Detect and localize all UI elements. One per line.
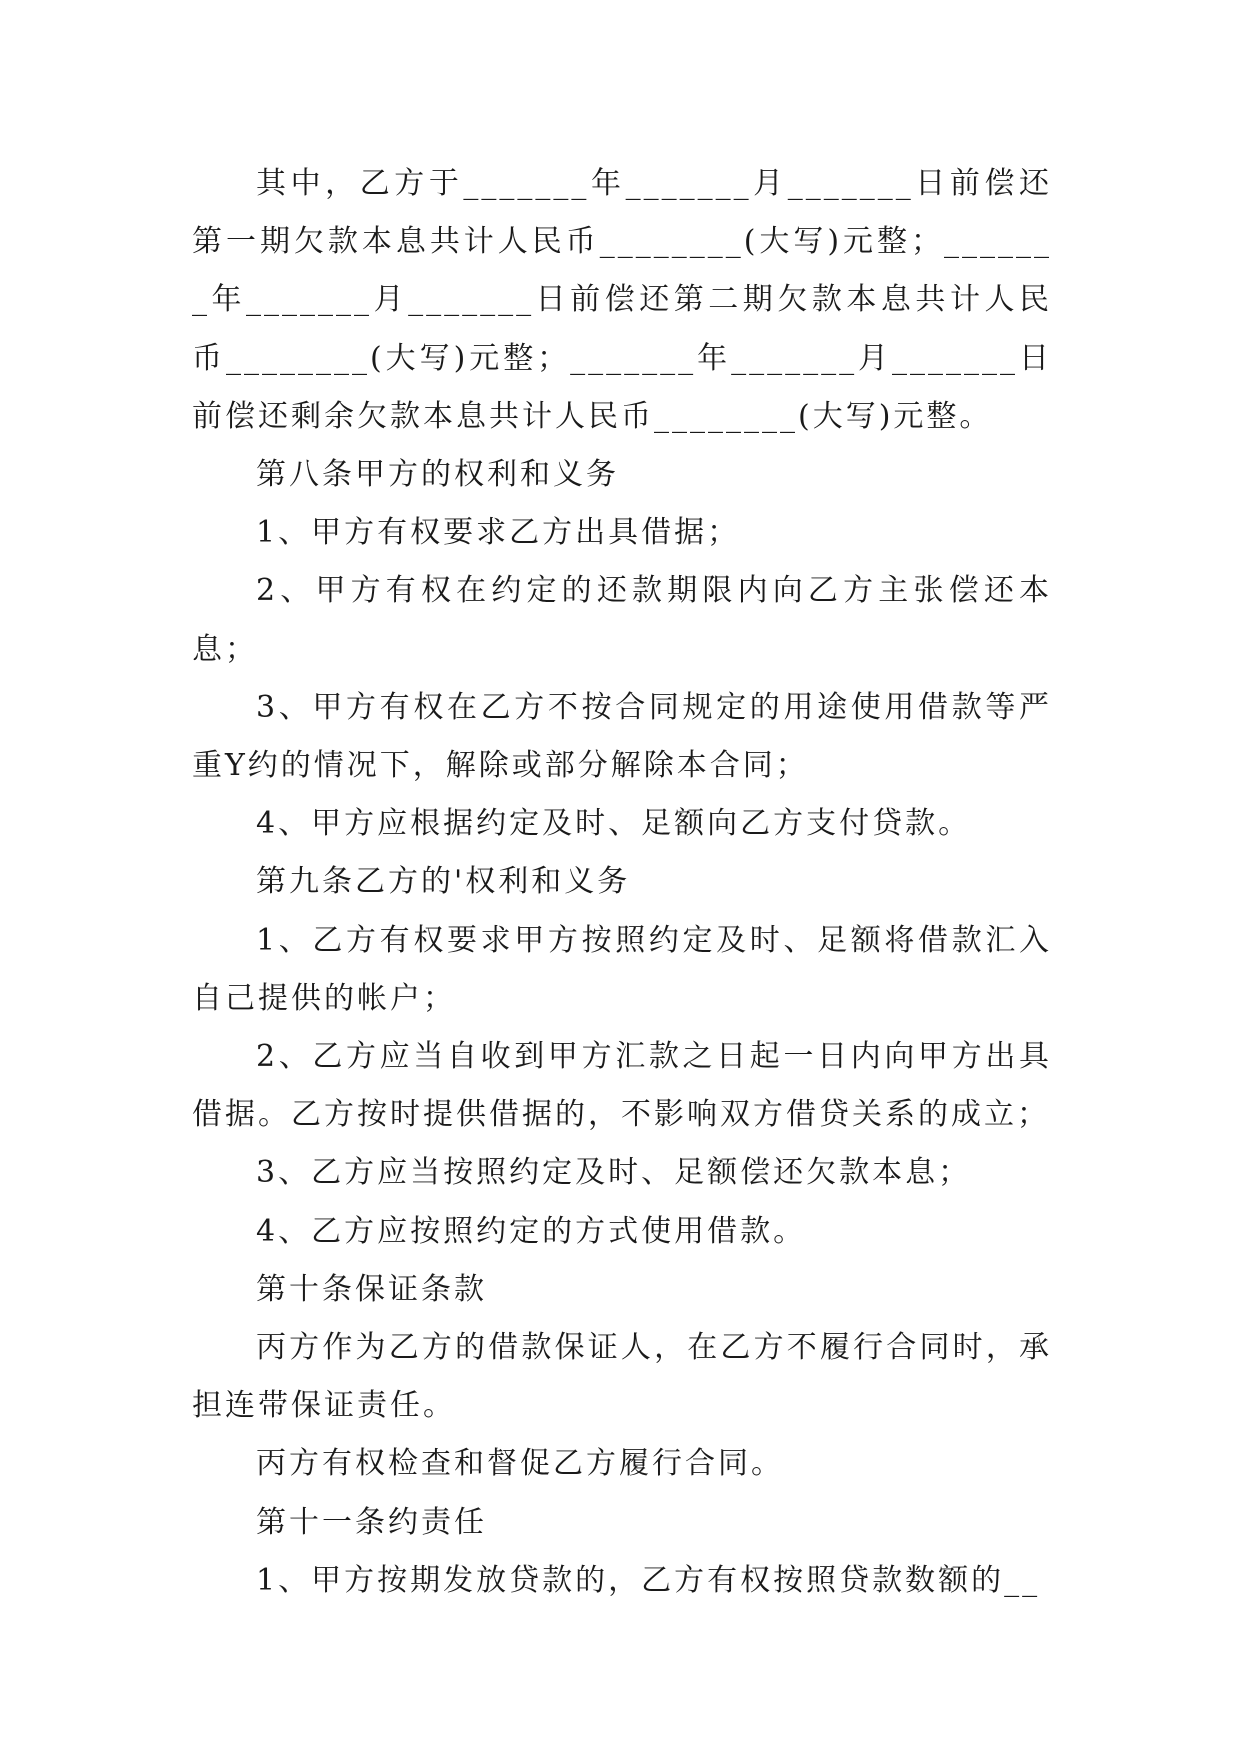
paragraph-article-8-item-4: 4、甲方应根据约定及时、足额向乙方支付贷款。 — [256, 806, 972, 842]
document-body — [192, 155, 1052, 1610]
paragraph-article-9-item-3: 3、乙方应当按照约定及时、足额偿还欠款本息； — [256, 1155, 972, 1191]
paragraph-article-9-item-1: 1、乙方有权要求甲方按照约定及时、足额将借款汇入自己提供的帐户； — [192, 922, 1052, 1016]
paragraph-repayment-schedule: 其中，乙方于_______年_______月_______日前偿还第一期欠款本息共计人民币________(大写)元整；_______年_______月_______日前偿还第二期欠款本息共计人民币________(大写)元整；_______年_______月_______日前偿还剩余欠款本息共计人民币________(大写)元整。 — [192, 166, 1052, 434]
paragraph-article-10-guarantor: 丙方作为乙方的借款保证人，在乙方不履行合同时，承担连带保证责任。 — [192, 1330, 1052, 1424]
paragraph-article-9-item-4: 4、乙方应按照约定的方式使用借款。 — [256, 1213, 807, 1249]
paragraph-article-8-item-3: 3、甲方有权在乙方不按合同规定的用途使用借款等严重Y约的情况下，解除或部分解除本合同； — [192, 689, 1052, 784]
heading-article-9: 第九条乙方的'权利和义务 — [256, 864, 631, 900]
paragraph-article-10-supervision: 丙方有权检查和督促乙方履行合同。 — [256, 1446, 784, 1482]
paragraph-article-8-item-1: 1、甲方有权要求乙方出具借据； — [256, 515, 741, 551]
paragraph-article-8-item-2: 2、甲方有权在约定的还款期限内向乙方主张偿还本息； — [192, 573, 1052, 667]
paragraph-article-9-item-2: 2、乙方应当自收到甲方汇款之日起一日内向甲方出具借据。乙方按时提供借据的，不影响双方借贷关系的成立； — [192, 1039, 1052, 1133]
paragraph-article-11-item-1: 1、甲方按期发放贷款的，乙方有权按照贷款数额的__ — [256, 1562, 1041, 1598]
heading-article-8: 第八条甲方的权利和义务 — [256, 457, 619, 493]
heading-article-10: 第十条保证条款 — [256, 1271, 487, 1307]
heading-article-11: 第十一条约责任 — [256, 1504, 487, 1540]
